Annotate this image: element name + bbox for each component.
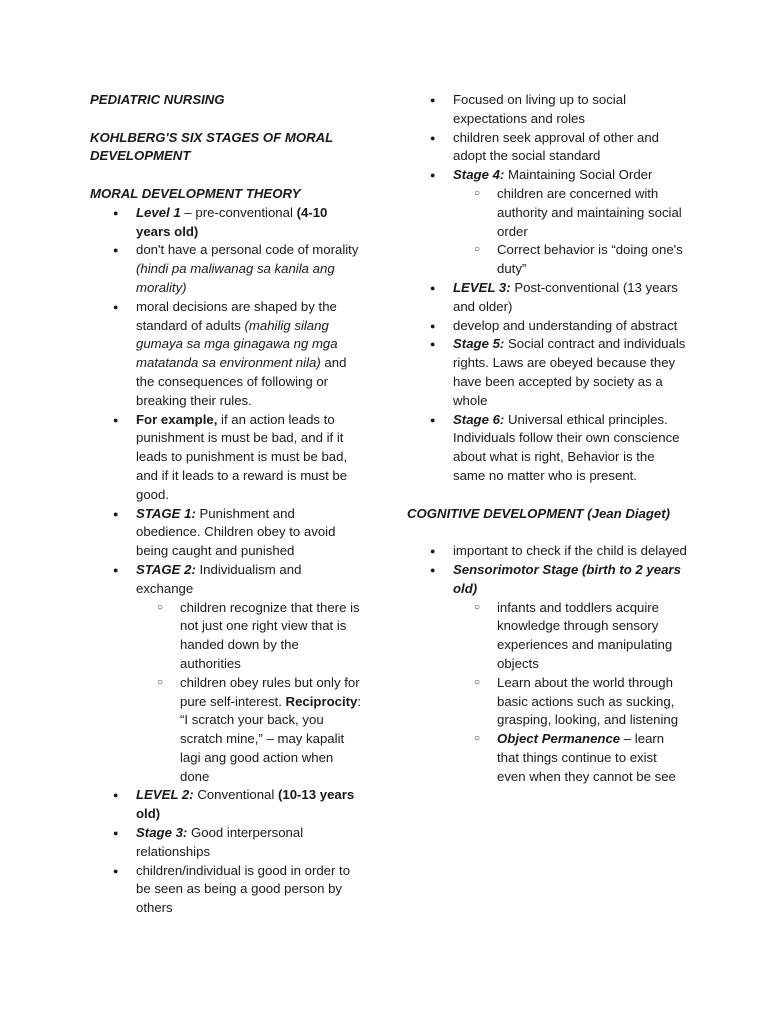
kohlberg-heading: KOHLBERG'S SIX STAGES OF MORAL DEVELOPMENT (90, 129, 333, 164)
list-item: ● children/individual is good in order to be seen as being a good person by others (90, 862, 362, 918)
list-item: ● children seek approval of other and adopt the social standard (407, 129, 687, 167)
sub-list-item: ○ Learn about the world through basic actions such as sucking, grasping, looking, and listening (407, 674, 687, 730)
list-item: ● LEVEL 3: Post-conventional (13 years and older) (407, 279, 687, 317)
list-item: ● LEVEL 2: Conventional (10-13 years old) (90, 786, 362, 824)
right-column (407, 91, 687, 786)
list-item: ● Stage 3: Good interpersonal relationships (90, 824, 362, 862)
sub-list-item: ○ Object Permanence – learn that things continue to exist even when they cannot be see (407, 730, 687, 786)
sub-list-item: ○ children are concerned with authority and maintaining social order (407, 185, 687, 241)
sub-list-item: ○ Correct behavior is “doing one's duty” (407, 241, 687, 279)
list-item: ● important to check if the child is delayed (407, 542, 687, 561)
sub-list-item: ○ infants and toddlers acquire knowledge through sensory experiences and manipulating objects (407, 599, 687, 674)
list-item: ● Sensorimotor Stage (birth to 2 years old) (407, 561, 687, 599)
list-item: ● Focused on living up to social expectations and roles (407, 91, 687, 129)
list-item: ● don't have a personal code of morality (hindi pa maliwanag sa kanila ang morality) (90, 241, 362, 297)
moral-theory-list (90, 204, 362, 918)
left-column (90, 91, 362, 918)
list-item: ● moral decisions are shaped by the standard of adults (mahilig silang gumaya sa mga ginagawa ng mga matatanda sa environment nila) and the consequences of following or breaking their rules. (90, 298, 362, 411)
list-item: ● Stage 6: Universal ethical principles. Individuals follow their own conscience about what is right, Behavior is the same no matter who is present. (407, 411, 687, 486)
list-item: ● STAGE 2: Individualism and exchange (90, 561, 362, 599)
list-item: ● develop and understanding of abstract (407, 317, 687, 336)
list-item: ● For example, if an action leads to punishment is must be bad, and if it leads to punishment is must be bad, and if it leads to a reward is must be good. (90, 411, 362, 505)
cognitive-heading: COGNITIVE DEVELOPMENT (Jean Diaget) (407, 505, 671, 521)
cognitive-list (407, 542, 687, 786)
document-title: PEDIATRIC NURSING (90, 92, 225, 107)
list-item: ● Stage 4: Maintaining Social Order (407, 166, 687, 185)
sub-list-item: ○ children recognize that there is not just one right view that is handed down by the authorities (90, 599, 362, 674)
moral-theory-heading: MORAL DEVELOPMENT THEORY (90, 185, 301, 201)
list-item: ● Level 1 – pre-conventional (4-10 years old) (90, 204, 362, 242)
sub-list-item: ○ children obey rules but only for pure self-interest. Reciprocity: “I scratch your back, you scratch mine,” – may kapalit lagi ang good action when done (90, 674, 362, 787)
list-item: ● STAGE 1: Punishment and obedience. Children obey to avoid being caught and punished (90, 505, 362, 561)
moral-theory-list-cont (407, 91, 687, 486)
list-item: ● Stage 5: Social contract and individuals rights. Laws are obeyed because they have been accepted by society as a whole (407, 335, 687, 410)
